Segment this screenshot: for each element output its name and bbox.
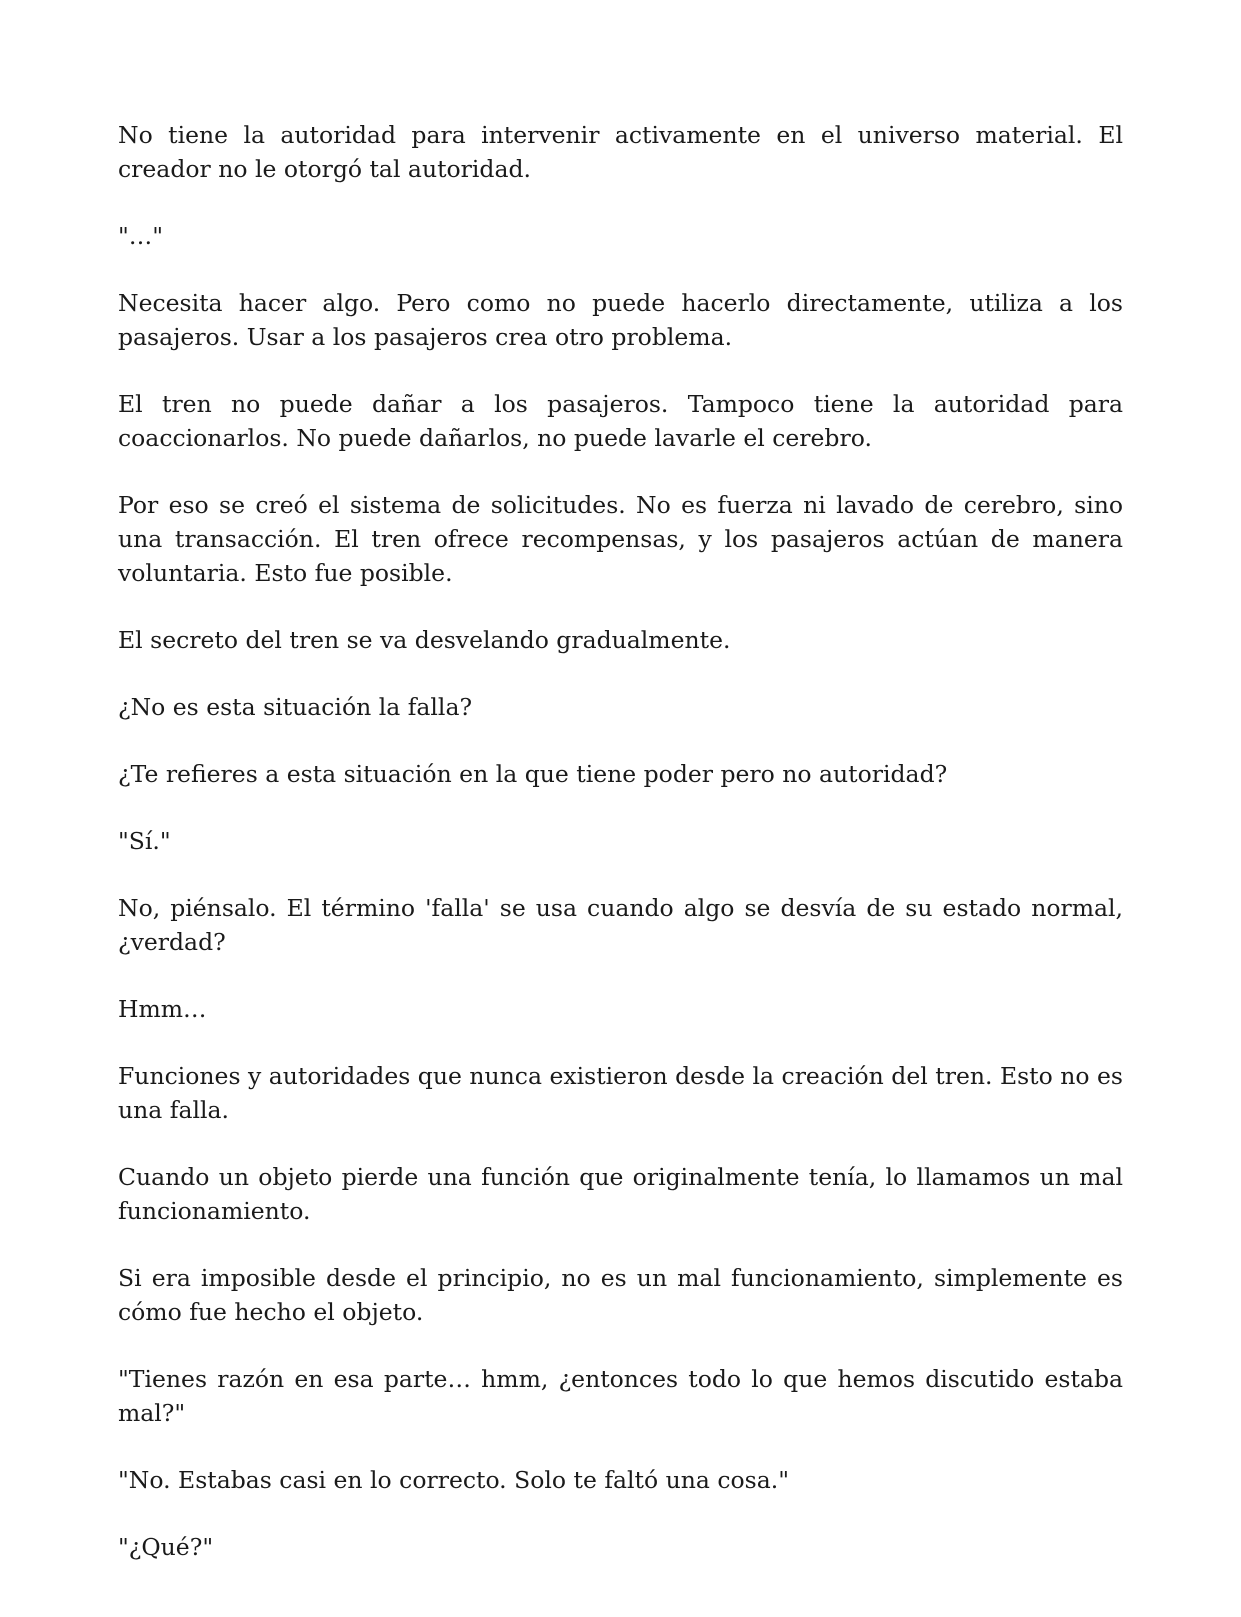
paragraph: "Sí." [118,827,171,855]
paragraph: Necesita hacer algo. Pero como no puede hacerlo directamente, utiliza a los pasajeros. Usar a los pasajeros crea otro problema. [118,289,1123,351]
text-body [118,118,1123,1597]
paragraph: El secreto del tren se va desvelando gradualmente. [118,626,731,654]
paragraph: Cuando un objeto pierde una función que originalmente tenía, lo llamamos un mal funcionamiento. [118,1163,1123,1225]
paragraph: No, piénsalo. El término 'falla' se usa cuando algo se desvía de su estado normal, ¿verdad? [118,894,1123,956]
paragraph: Hmm… [118,995,207,1023]
paragraph: "…" [118,222,164,250]
paragraph: Por eso se creó el sistema de solicitudes. No es fuerza ni lavado de cerebro, sino una transacción. El tren ofrece recompensas, y los pasajeros actúan de manera voluntaria. Esto fue posible. [118,491,1123,587]
paragraph: "No. Estabas casi en lo correcto. Solo te faltó una cosa." [118,1466,790,1494]
paragraph: Funciones y autoridades que nunca existieron desde la creación del tren. Esto no es una falla. [118,1062,1123,1124]
paragraph: El tren no puede dañar a los pasajeros. Tampoco tiene la autoridad para coaccionarlos. No puede dañarlos, no puede lavarle el cerebro. [118,390,1123,452]
paragraph: "¿Qué?" [118,1533,214,1561]
paragraph: No tiene la autoridad para intervenir activamente en el universo material. El creador no le otorgó tal autoridad. [118,121,1123,183]
paragraph: "Tienes razón en esa parte… hmm, ¿entonces todo lo que hemos discutido estaba mal?" [118,1365,1123,1427]
paragraph: Si era imposible desde el principio, no es un mal funcionamiento, simplemente es cómo fue hecho el objeto. [118,1264,1123,1326]
paragraph: ¿No es esta situación la falla? [118,693,473,721]
paragraph: ¿Te refieres a esta situación en la que tiene poder pero no autoridad? [118,760,948,788]
